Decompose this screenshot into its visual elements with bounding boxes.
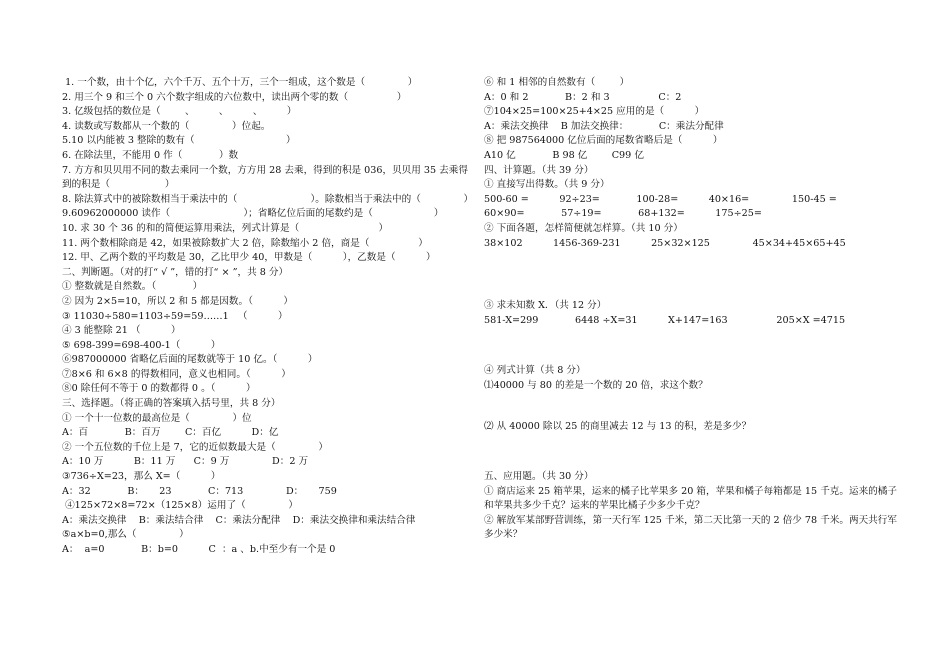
- question-line: A：百 B：百万 C：百亿 D：亿: [62, 427, 279, 439]
- answer-space: [484, 394, 904, 420]
- question-line: 4. 读数或写数都从一个数的（ ）位起。: [62, 120, 271, 132]
- question-line: 5.10 以内能被 3 整除的数有（ ）: [62, 135, 296, 147]
- question-line: A10 亿 B 98 亿 C99 亿: [484, 149, 644, 161]
- answer-space: [484, 251, 904, 299]
- question-line: ① 一个十一位数的最高位是（ ）位: [62, 412, 252, 424]
- question-line: ① 直接写出得数。（共 9 分）: [484, 179, 610, 191]
- question-line: 11. 两个数相除商是 42，如果被除数扩大 2 倍，除数缩小 2 倍，商是（ ）: [62, 237, 428, 249]
- question-line: ③736÷X=23，那么 X=（ ）: [62, 471, 221, 483]
- question-line: ⑧0 除任何不等于 0 的数都得 0 。（ ）: [62, 383, 256, 395]
- question-line: A：10 万 B：11 万 C：9 万 D：2 万: [62, 456, 309, 468]
- question-line: 6. 在除法里，不能用 0 作（ ）数: [62, 149, 239, 161]
- question-line: 3. 亿级包括的数位是（ 、 、 、 ）: [62, 106, 297, 118]
- question-line: 38×102 1456-369-231 25×32×125 45×34+45×65+45: [484, 237, 846, 249]
- question-line: ⑧ 把 987564000 亿位后面的尾数省略后是（ ）: [484, 135, 723, 147]
- question-line: 四、计算题。（共 39 分）: [484, 164, 594, 176]
- right-column: [484, 76, 904, 543]
- question-line: A：32 B： 23 C：713 D： 759: [62, 485, 337, 497]
- question-line: ⑥987000000 省略亿后面的尾数就等于 10 亿。（ ）: [62, 354, 318, 366]
- question-line: 7. 方方和贝贝用不同的数去乘同一个数，方方用 28 去乘，得到的积是 036，贝贝用 35 去乘得到的积是（ ）: [62, 164, 468, 191]
- question-line: ⑤a×b=0,那么（ ）: [62, 529, 189, 541]
- question-line: ② 因为 2×5=10，所以 2 和 5 都是因数。（ ）: [62, 295, 294, 307]
- question-line: 500-60 = 92÷23= 100-28= 40×16= 150-45 =: [484, 193, 837, 205]
- question-line: 60×90= 57÷19= 68+132= 175÷25=: [484, 208, 762, 220]
- question-line: 12. 甲、乙两个数的平均数是 30，乙比甲少 40，甲数是（ ），乙数是（ ）: [62, 252, 436, 264]
- question-line: ② 下面各题，怎样简便就怎样算。（共 10 分）: [484, 222, 683, 234]
- question-line: 9.60962000000 读作（ ）；省略亿位后面的尾数约是（ ）: [62, 208, 444, 220]
- question-line: 2. 用三个 9 和三个 0 六个数字组成的六位数中，读出两个零的数（ ）: [62, 91, 407, 103]
- question-line: ① 商店运来 25 箱苹果，运来的橘子比苹果多 20 箱，苹果和橘子每箱都是 15 千克。运来的橘子和苹果共多少千克？运来的苹果比橘子少多少千克？: [484, 485, 897, 512]
- question-line: ④ 3 能整除 21 （ ）: [62, 325, 181, 337]
- question-line: 五、应用题。（共 30 分）: [484, 471, 594, 483]
- application-section: [484, 470, 904, 543]
- question-line: 581-X=299 6448 ÷X=31 X+147=163 205×X =4715: [484, 314, 846, 326]
- question-line: 二、判断题。（对的打“ √ ”，错的打“ × ”，共 8 分）: [62, 266, 289, 278]
- question-line: ② 一个五位数的千位上是 7，它的近似数最大是（ ）: [62, 441, 328, 453]
- answer-space: [484, 434, 904, 470]
- question-line: ⑤ 698-399=698-400-1（ ）: [62, 339, 221, 351]
- question-line: ⑥ 和 1 相邻的自然数有（ ）: [484, 77, 630, 88]
- question-line: A：乘法交换律 B：乘法结合律 C：乘法分配律 D：乘法交换律和乘法结合律: [62, 514, 416, 526]
- question-line: ③ 11030÷580=1103÷59=59……1 （ ）: [62, 310, 288, 322]
- question-line: 三、选择题。（将正确的答案填入括号里，共 8 分）: [62, 398, 281, 410]
- question-line: A：0 和 2 B：2 和 3 C：2: [484, 91, 682, 103]
- answer-space: [484, 328, 904, 364]
- question-line: A：乘法交换律 B 加法交换律： C：乘法分配律: [484, 120, 724, 132]
- question-line: 10. 求 30 个 36 的和的简便运算用乘法，列式计算是（ ）: [62, 222, 389, 234]
- question-line: ⑴40000 与 80 的差是一个数的 20 倍，求这个数？: [484, 379, 708, 391]
- question-line: ④125×72×8=72×（125×8）运用了（ ）: [62, 500, 298, 512]
- question-line: 8. 除法算式中的被除数相当于乘法中的（ ）。除数相当于乘法中的（ ）: [62, 193, 474, 205]
- question-line: ⑵ 从 40000 除以 25 的商里减去 12 与 13 的积，差是多少？: [484, 420, 752, 432]
- question-line: ④ 列式计算（共 8 分）: [484, 365, 586, 377]
- question-line: 1. 一个数，由十个亿，六个千万、五个十万，三个一组成，这个数是（ ）: [62, 77, 418, 88]
- question-line: ② 解放军某部野营训练，第一天行军 125 千米，第二天比第一天的 2 倍少 78 千米。两天共行军多少米？: [484, 514, 897, 541]
- formula-section: [484, 364, 904, 393]
- question-line: ⑦8×6 和 6×8 的得数相同，意义也相同。（ ）: [62, 368, 291, 380]
- formula-question-2: [484, 420, 904, 435]
- right-top-section: [484, 76, 904, 251]
- question-line: A： a=0 B：b=0 C ：a 、b.中至少有一个是 0: [62, 544, 336, 555]
- solve-equations-section: [484, 299, 904, 328]
- question-line: ③ 求未知数 X．（共 12 分）: [484, 300, 607, 312]
- question-line: ⑦104×25=100×25+4×25 应用的是（ ）: [484, 106, 705, 118]
- question-line: ① 整数就是自然数。（ ）: [62, 281, 203, 293]
- left-column: [62, 76, 474, 558]
